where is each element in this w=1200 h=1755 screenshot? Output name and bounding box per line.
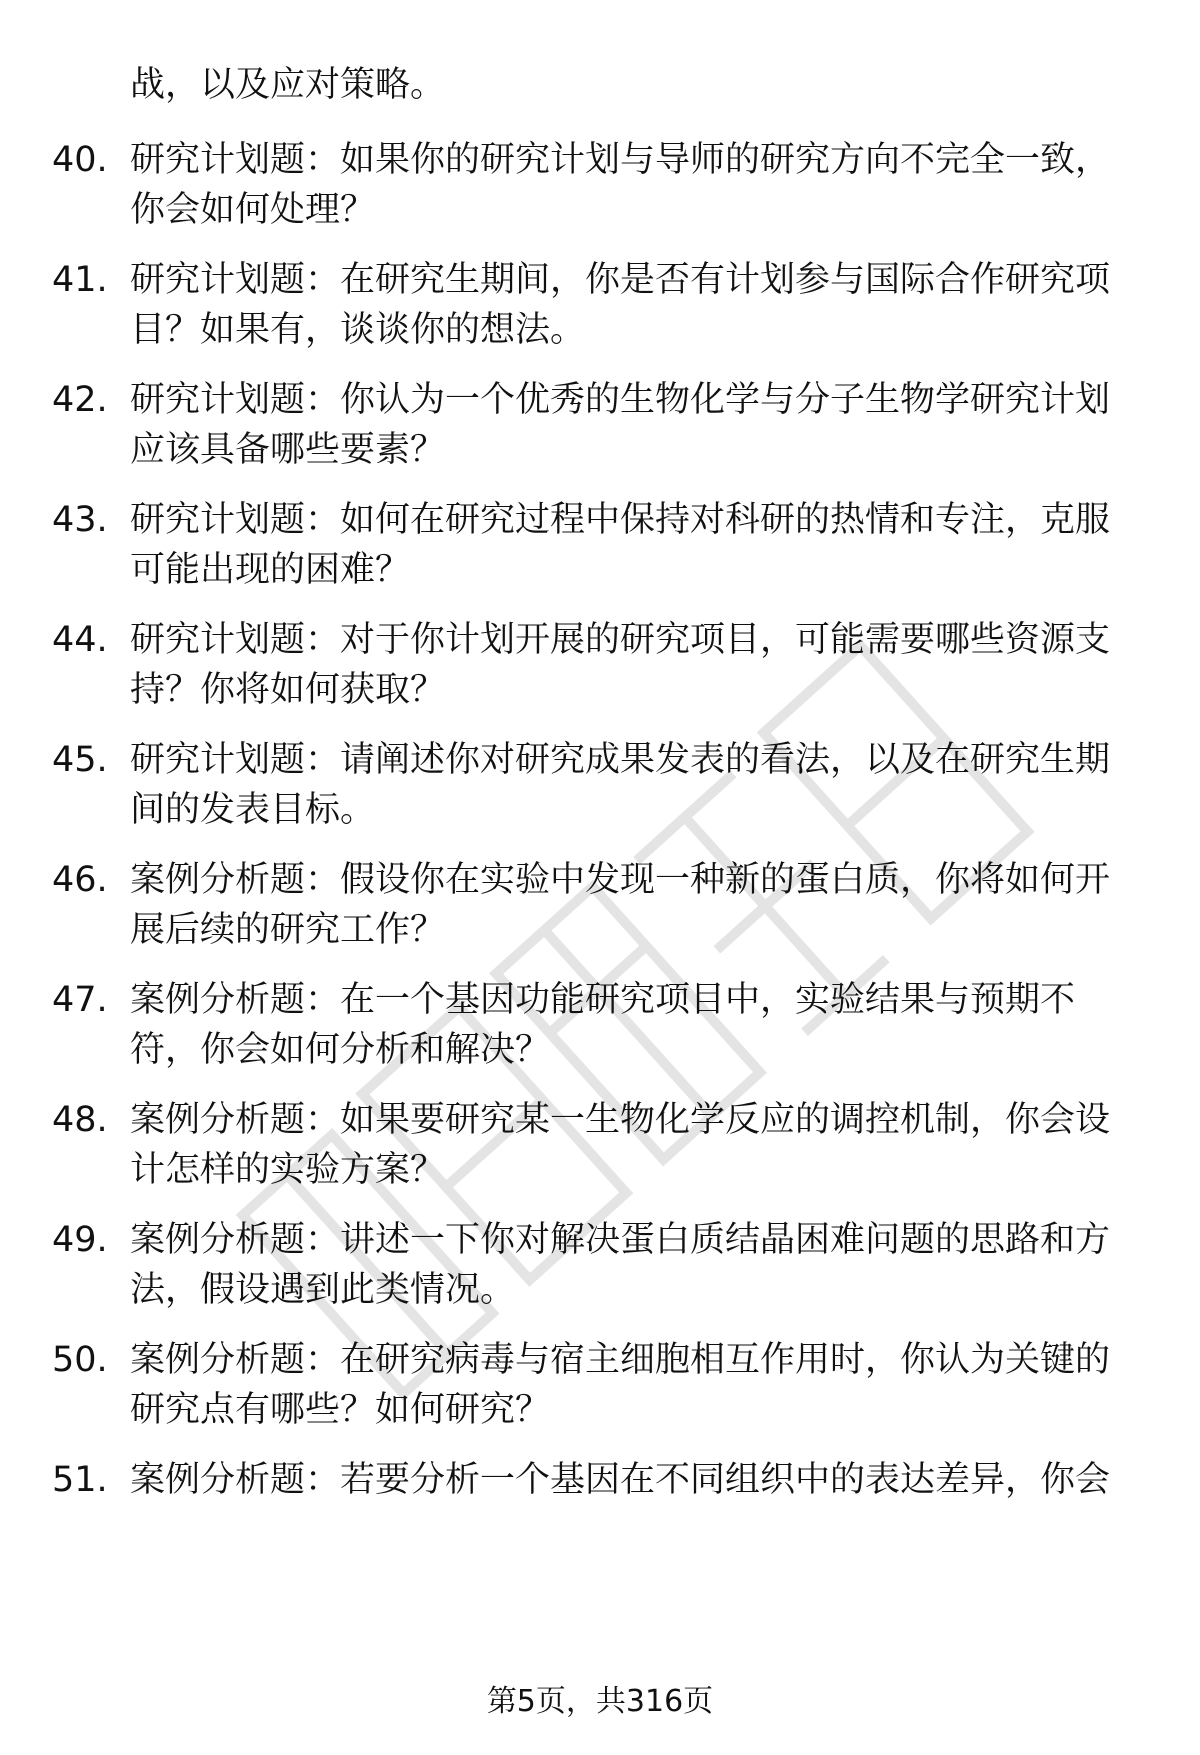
item-line: 间的发表目标。 (130, 790, 376, 830)
item-text (130, 975, 1150, 1075)
item-line: 案例分析题：如果要研究某一生物化学反应的调控机制，你会设 (130, 1100, 1111, 1140)
item-number: 44. (52, 620, 108, 660)
item-line: 研究计划题：如果你的研究计划与导师的研究方向不完全一致， (130, 140, 1111, 180)
item-line: 研究计划题：在研究生期间，你是否有计划参与国际合作研究项 (130, 260, 1111, 300)
item-line: 目？如果有，谈谈你的想法。 (130, 310, 586, 350)
item-number: 48. (52, 1100, 108, 1140)
continuation-text: 战，以及应对策略。 (130, 65, 446, 105)
item-text (130, 255, 1150, 355)
item-line: 研究计划题：请阐述你对研究成果发表的看法，以及在研究生期 (130, 740, 1111, 780)
item-text (130, 735, 1150, 835)
item-line: 应该具备哪些要素？ (130, 430, 446, 470)
item-text (130, 1455, 1150, 1505)
item-number: 43. (52, 500, 108, 540)
item-text (130, 855, 1150, 955)
item-line: 计怎样的实验方案？ (130, 1150, 446, 1190)
item-line: 研究计划题：如何在研究过程中保持对科研的热情和专注，克服 (130, 500, 1111, 540)
item-line: 案例分析题：在研究病毒与宿主细胞相互作用时，你认为关键的 (130, 1340, 1111, 1380)
page-footer: 第5页，共316页 (486, 1684, 714, 1719)
item-line: 你会如何处理？ (130, 190, 376, 230)
item-text (130, 1215, 1150, 1315)
item-text (130, 1095, 1150, 1195)
item-line: 研究点有哪些？如何研究？ (130, 1390, 551, 1430)
item-line: 符，你会如何分析和解决？ (130, 1030, 551, 1070)
item-number: 42. (52, 380, 108, 420)
item-line: 案例分析题：讲述一下你对解决蛋白质结晶困难问题的思路和方 (130, 1220, 1111, 1260)
item-number: 51. (52, 1460, 108, 1500)
item-line: 研究计划题：你认为一个优秀的生物化学与分子生物学研究计划 (130, 380, 1111, 420)
item-number: 41. (52, 260, 108, 300)
item-number: 50. (52, 1340, 108, 1380)
item-line: 持？你将如何获取？ (130, 670, 446, 710)
item-line: 案例分析题：在一个基因功能研究项目中，实验结果与预期不 (130, 980, 1076, 1020)
item-line: 案例分析题：若要分析一个基因在不同组织中的表达差异，你会 (130, 1460, 1111, 1500)
item-text (130, 615, 1150, 715)
item-text (130, 375, 1150, 475)
item-text (130, 1335, 1150, 1435)
item-line: 可能出现的困难？ (130, 550, 411, 590)
item-text (130, 135, 1150, 235)
item-line: 案例分析题：假设你在实验中发现一种新的蛋白质，你将如何开 (130, 860, 1111, 900)
item-number: 49. (52, 1220, 108, 1260)
item-text (130, 495, 1150, 595)
item-number: 40. (52, 140, 108, 180)
item-line: 研究计划题：对于你计划开展的研究项目，可能需要哪些资源支 (130, 620, 1111, 660)
item-line: 法，假设遇到此类情况。 (130, 1270, 516, 1310)
item-line: 展后续的研究工作？ (130, 910, 446, 950)
item-number: 46. (52, 860, 108, 900)
item-number: 47. (52, 980, 108, 1020)
item-number: 45. (52, 740, 108, 780)
